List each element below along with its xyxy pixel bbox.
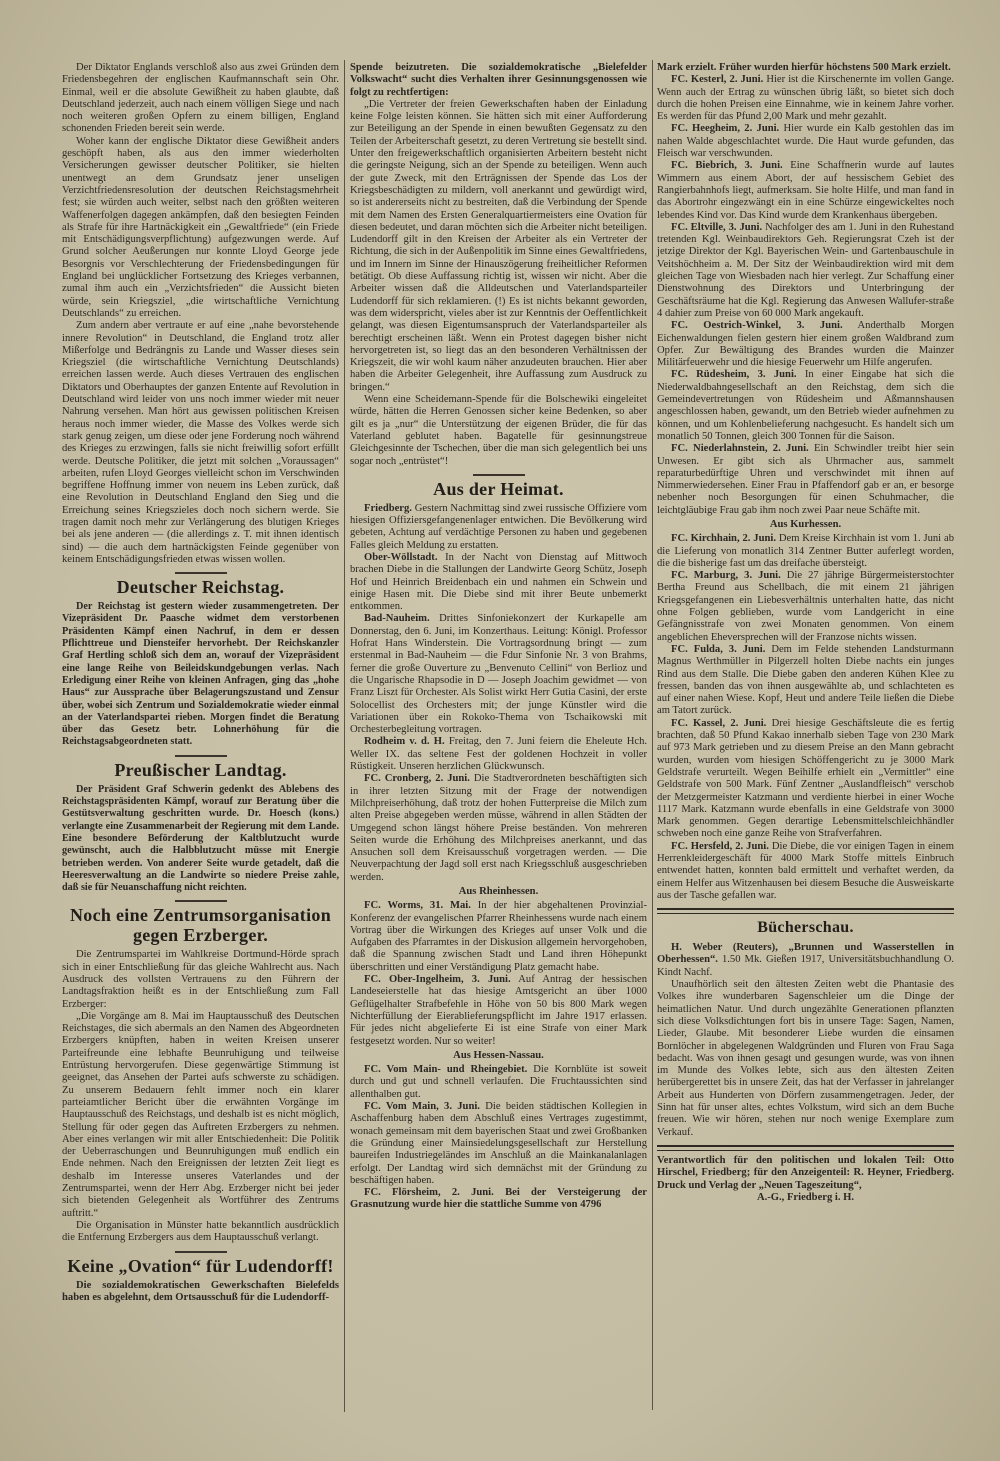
book-citation	[657, 942, 954, 979]
news-dateline: FC. Flörsheim, 2. Juni.	[364, 1187, 494, 1199]
imprint-publisher: A.-G., Friedberg i. H.	[756, 1191, 855, 1203]
news-text: In der hier abgehaltenen Provinzial-Konferenz der evangelischen Pfarrer Rheinhessens wurde nach einem Vortrag über die Wirkungen des Krieges auf unser Volk und die Aufgaben des Pfarramtes in der Diskusion allgemein hervorgehoben, daß die Spannung zwischen Stadt und Land ihren Höhepunkt überschritten und einer Verständigung Platz gemacht habe.	[350, 900, 648, 973]
subheading-kurhessen: Aus Kurhessen.	[769, 518, 842, 530]
news-dateline: Rodheim v. d. H.	[364, 736, 445, 748]
news-item	[350, 974, 647, 1048]
news-dateline: Ober-Wöllstadt.	[364, 551, 438, 563]
news-text: Bei der Versteigerung der Grasnutzung wurde hier die stattliche Summe von 4796	[350, 1187, 647, 1211]
book-publisher: 1.50 Mk. Gießen 1917, Universitätsbuchhandlung O. Kindt Nachf.	[657, 954, 954, 978]
news-dateline: FC. Fulda, 3. Juni.	[671, 643, 766, 655]
news-dateline: FC. Worms, 31. Mai.	[364, 900, 471, 912]
news-item	[350, 1187, 647, 1212]
news-dateline: FC. Oestrich-Winkel, 3. Juni.	[671, 320, 843, 332]
book-title: H. Weber (Reuters), „Brunnen und Wasserstellen in Oberhessen“.	[657, 942, 954, 966]
news-item	[657, 222, 954, 320]
news-text: Ein Schwindler treibt hier sein Unwesen. Er gibt sich als Uhrmacher aus, sammelt reparaturbedürftige Uhren und verschwindet mit ihnen auf Nimmerwiedersehen. Einer Frau in Pfaffendorf gab er an, er besorge nebenher noch Besorgungen für einen Schuhmacher, die leichtgläubige Frau gab ihm noch zwei Paar neue Schäfte mit.	[657, 443, 954, 516]
news-dateline: FC. Cronberg, 2. Juni.	[364, 773, 470, 785]
news-text: Die beiden städtischen Kollegien in Aschaffenburg haben dem Abschluß eines Vertrages zugestimmt, wonach gemeinsam mit dem bayerischen Staat und zwei Großbanken die Gründung einer Mainsiedelungsgesellschaft zur Herstellung baureifen Industriegeländes im Anschluß an die Mainkanalanlagen erfolgt. Der Landtag wird sich demnächst mit der Gründung zu beschäftigen haben.	[350, 1101, 648, 1186]
article-paragraph: Zum andern aber vertraute er auf eine „nahe bevorstehende innere Revolution“ in Deutschland, die England trotz aller Mißerfolge und Bedrängnis zu Lande und Wasser dieses sein Kriegsziel (die wirtschaftliche Vernichtung Deutschlands) erreichen lassen werde. Auch dieses Vertrauen des englischen Diktators und Oberhauptes der ganzen Entente auf Revolution in Deutschland wird leider von uns noch immer wieder mit neuer Nahrung versehen. Man hört aus gewissen politischen Kreisen heraus noch immer wieder, die Masse des Volkes werde sich stark genug zeigen, um diese oder jene Forderung noch während des Krieges zu erzwingen, falls sie nicht freiwillig sofort erfüllt werde. Deutsche Politiker, die jetzt mit solchen „Voraussagen“ arbeiten, rufen Lloyd Georges vielleicht schon im Verschwinden begriffene Hoffnung immer von neuem ins Leben zurück, daß eine Revolution in Deutschland England den Sieg und die Erreichung seines Kriegszieles doch noch sichern werde. Sie tragen damit noch mehr zur Verlängerung des blutigen Krieges bei als jene anderen — (die allerdings z. T. mit ihnen identisch sind) — die auch dem hartnäckigsten Feinde gegenüber von keinem Entschädigungsfrieden etwas wissen wollen.	[62, 320, 339, 565]
news-dateline: FC. Kirchhain, 2. Juni.	[671, 533, 776, 545]
news-dateline: FC. Niederlahnstein, 2. Juni.	[671, 443, 809, 455]
column-divider	[652, 60, 653, 1410]
news-item	[657, 160, 954, 221]
news-item	[350, 613, 647, 736]
news-dateline: Bad-Nauheim.	[364, 613, 430, 625]
news-text: Auf Antrag der hessischen Landeseierstelle hat das hiesige Amtsgericht an über 1000 Geflügelhalter Strafbefehle in Höhe von 50 bis 800 Mark wegen Nichterfüllung der Eierablieferungspflicht im Jahre 1917 erlassen. Für jedes nicht abgelieferte Ei ist eine Strafe von einer Mark festgesetzt worden. Nur so weiter!	[350, 974, 647, 1047]
news-text: Die Diebe, die vor einigen Tagen in einem Herrenkleidergeschäft für 4000 Mark Stoffe mittels Einbruch entwendet hatten, konnten bald ermittelt und verhaftet werden, da einem Helfer aus Witzenhausen bei diesem Besuche die Ausweiskarte aus der Tasche gefallen war.	[657, 840, 954, 901]
news-dateline: FC. Vom Main- und Rheingebiet.	[364, 1064, 528, 1076]
news-text: Nachfolger des am 1. Juni in den Ruhestand tretenden Kgl. Weinbaudirektors Geh. Regierungsrat Czeh ist der jetzige Direktor der Kgl. Bayerischen Wein- und Gartenbauschule in Veitshöchheim a. M. Der Sitz der Weinbaudirektion wird mit dem gleichen Tage von Wiesbaden nach hier verlegt. Zur Schaffung einer Dienstwohnung des Direktors und Unterbringung der Geschäftsräume hat die Kgl. Regierung das Anwesen Wallufer-straße 4 dahier zum Preise von 60 000 Mark angekauft.	[657, 221, 954, 319]
section-double-rule	[657, 1145, 954, 1151]
article-paragraph: Woher kann der englische Diktator diese Gewißheit anders geschöpft haben, als aus den immer wiederholten Versicherungen gewisser deutscher Politiker, sie hielten unentwegt an dem Grundsatz jener unseligen Verzichtfriedensresolution der deutschen Reichstagsmehrheit fest; sie würden auch weiter, selbst nach den größten weiteren Waffenerfolgen dagegen ankämpfen, daß den besiegten Feinden als Strafe für ihre Hartnäckigkeit ein „Gewaltfriede“ (ein Friede mit Entschädigungsverpflichtung) aufgezwungen werde. Auf Grund solcher Aeußerungen nur konnte Lloyd George jede Besorgnis vor Verschlechterung der Friedensbedingungen für England bei unglücklicher Fortsetzung des Krieges verbannen, zumal ihm auch ein „Verzichtsfrieden“ die Aussicht bieten würde, sein Kriegsziel, „die wirtschaftliche Vernichtung Deutschlands“ zu erreichen.	[62, 135, 339, 319]
heading-zentrum: Noch eine Zentrumsorganisation gegen Erzberger.	[70, 905, 331, 946]
section-rule	[473, 474, 525, 476]
news-dateline: FC. Kesterl, 2. Juni.	[671, 74, 764, 86]
news-item	[350, 1101, 647, 1187]
news-item	[350, 736, 647, 773]
news-dateline: FC. Kassel, 2. Juni.	[671, 717, 767, 729]
article-paragraph: „Die Vorgänge am 8. Mai im Hauptausschuß des Deutschen Reichstages, die sich abermals an den Namen des Abgeordneten Erzbergers knüpften, haben in weiten Kreisen unserer Parteifreunde eine lebhafte Beunruhigung und teilweise Entrüstung hervorgerufen. Diese gegenwärtige Stimmung ist geeignet, das Ansehen der Partei aufs schwerste zu schädigen. Zu unserem Bedauern fehlt immer noch ein klarer parteiamtlicher Bericht über die erwähnten Vorgänge im Hauptausschuß des Reichstags, und deshalb ist es nicht möglich, Stellung für oder gegen das Auftreten Erzbergers zu nehmen. Aber eines verlangen wir mit aller Entschiedenheit: Die Politik der Ueberraschungen und Beunruhigungen muß endlich ein Ende nehmen. Nach den Ereignissen der letzten Zeit liegt es deshalb im Interesse unseres Vaterlandes und der Zentrumspartei, wenn der Herr Abg. Erzberger nicht bei jeder sich bietenden Gelegenheit als Wortführer des Zentrums auftritt.“	[62, 1010, 339, 1219]
news-text: Hier ist die Kirschenernte im vollen Gange. Wenn auch der Ertrag zu wünschen übrig läßt, so bietet sich doch durch die hohen Preisen eine Einnahme, wie in keinem Jahre vorher. Es werden für das Pfund 2,00 Mark und mehr gezahlt.	[657, 74, 954, 123]
news-item	[350, 1064, 647, 1101]
news-text: Die 27 jährige Bürgermeisterstochter Bertha Freund aus Schellbach, die mit einem 21 jährigen Kriegsgefangenen ein Liebesverhältnis unterhalten hatte, das nicht ohne Folgen geblieben, wurde vom Landgericht in eine Gefängnisstrafe von zwei Monaten genommen. Von einem angeblichen Eheversprechen will der Franzose nichts wissen.	[657, 570, 954, 643]
subheading-hessen-nassau: Aus Hessen-Nassau.	[453, 1049, 544, 1061]
heading-buecherschau: Bücherschau.	[757, 919, 854, 937]
article-paragraph: Die sozialdemokratischen Gewerkschaften Bielefelds haben es abgelehnt, dem Ortsausschuß für die Ludendorff-	[62, 1279, 339, 1303]
news-text: Dem Kreise Kirchhain ist vom 1. Juni ab die Lieferung von monatlich 314 Zentner Butter auferlegt worden, die die bisherige fast um das dreifache übersteigt.	[657, 533, 954, 569]
news-text: Hier wurde ein Kalb gestohlen das im nahen Walde abgeschlachtet wurde. Die Haut wurde gefunden, das Fleisch war verschwunden.	[657, 123, 954, 160]
news-dateline: FC. Heegheim, 2. Juni.	[671, 123, 780, 135]
news-text: In der Nacht von Dienstag auf Mittwoch brachen Diebe in die Stallungen der Landwirte Georg Schütz, Joseph Hof und Heinrich Breidenbach ein und nahmen ein Schwein und einige Hasen mit. Die Diebe sind mit ihrer Beute unbemerkt entkommen.	[350, 551, 648, 613]
news-dateline: Friedberg.	[364, 502, 412, 514]
article-paragraph: Der Reichstag ist gestern wieder zusammengetreten. Der Vizepräsident Dr. Paasche widmet dem verstorbenen Präsidenten Kämpf einen Nachruf, in dem er dessen Pflichttreue und Diensteifer hervorhebt. Der Reichskanzler Graf Hertling schloß sich dem an, worauf der Vizepräsident eine lange Reihe von Beileidskundgebungen verlas. Nach Erledigung einer Reihe von kleinen Anfragen, ging das „hohe Haus“ zur Aussprache über Belagerungszustand und Zensur über, wobei sich Zentrum und Sozialdemokratie wieder einmal an der Vaterlandspartei rieben. Morgen findet die Beratung über das Gesetz betr. Lohnerhöhung für die Reichstagsabgeordneten statt.	[62, 601, 339, 748]
article-paragraph: Wenn eine Scheidemann-Spende für die Bolschewiki eingeleitet würde, hätten die Herren Genossen sicher keine Bedenken, so aber gilt es ja „nur“ die Unterstützung der eigenen Brüder, die für das Vaterland geblutet haben. Bagatelle für gesinnungstreue Gleichgesinnte der Tschechen, über die man sich gelegentlich bei uns sogar noch „entrüstet“!	[350, 394, 647, 467]
news-item	[657, 123, 954, 160]
news-dateline: FC. Biebrich, 3. Juni.	[671, 160, 783, 172]
article-paragraph: „Die Vertreter der freien Gewerkschaften haben der Einladung keine Folge leisten können. Sie hätten sich mit einer Aufforderung zur Beteiligung an der Spende in einen bewußten Gegensatz zu den Teilen der Arbeiterschaft gesetzt, zu deren Vertretung sie bestellt sind. Unter den freigewerkschaftlich organisierten Arbeitern besteht nicht die geringste Neigung, sich an der Spende zu beteiligen. Wenn auch der gute Zweck, mit den Erträgnissen der Spende das Los der Kriegsbeschädigten zu mildern, voll anerkannt und gewürdigt wird, so ist andererseits nicht zu bestreiten, daß die Verbindung der Spende mit dem Namen des Ersten Generalquartiermeisters eine Ovation für diesen bedeutet, und daran möchten sich die Arbeiter nicht beteiligen. Ludendorff gilt in den Kreisen der Arbeiter als ein Vertreter der Richtung, die sich in der Außenpolitik im Sinne eines Gewaltfriedens, und im Innern im Sinne der Hinauszögerung freiheitlicher Reformen betätigt. Ob diese Auffassung richtig ist, wissen wir nicht. Aber die Arbeiter wissen daß die Alldeutschen und Vaterlandsparteiler Ludendorff für sich reklamieren. (!) Es ist nichts bekannt geworden, was dem widerspricht, vieles aber ist zur Kenntnis der Oeffentlichkeit gelangt, was diesen Eigentumsanspruch der Vaterlandsparteiler als berechtigt erscheinen läßt. Wenn ein Protest dagegen bisher nicht hervorgetreten ist, so liegt das an den besonderen Verhältnissen der Kriegszeit, die wir wohl kaum näher anzudeuten brauchen. Hier aber haben die Arbeiter Gelegenheit, ihre Auffassung zum Ausdruck zu bringen.“	[350, 98, 647, 393]
news-item	[657, 841, 954, 902]
section-rule	[175, 1251, 227, 1253]
column-3	[657, 62, 954, 1204]
news-text: In einer Eingabe hat sich die Niederwaldbahngesellschaft an den Reichstag, dem sich die Gemeindevertretungen von Rüdesheim und Aßmannshausen angeschlossen haben, gewandt, um den Betrieb wieder aufnehmen zu können, und um Kohlenbelieferung nachgesucht. Es handelt sich um monatlich 50 Tonnen, gleich 300 Tonnen für die Saison.	[657, 369, 954, 442]
article-paragraph: Der Diktator Englands verschloß also aus zwei Gründen dem Friedensbegehren der englischen Kaufmannschaft sein Ohr. Einmal, weil er die absolute Gewißheit zu haben glaubte, daß Deutschland jederzeit, auch nach einem völligen Siege und nach noch weiteren großen Opfern zu einem billigen, England schonenden Frieden bereit sein werde.	[62, 62, 339, 135]
heading-ovation: Keine „Ovation“ für Ludendorff!	[67, 1255, 334, 1276]
news-dateline: FC. Hersfeld, 2. Juni.	[671, 840, 769, 852]
heading-landtag: Preußischer Landtag.	[114, 759, 287, 780]
news-item	[350, 552, 647, 613]
news-item	[657, 570, 954, 644]
imprint-text: Verantwortlich für den politischen und lokalen Teil: Otto Hirschel, Friedberg; für den Anzeigenteil: R. Heyner, Friedberg. Druck und Verlag der „Neuen Tageszeitung“,	[657, 1154, 954, 1191]
column-2	[350, 62, 647, 1212]
column-1	[62, 62, 339, 1304]
section-rule	[175, 755, 227, 757]
news-item	[657, 74, 954, 123]
article-paragraph: Spende beizutreten. Die sozialdemokratische „Bielefelder Volkswacht“ sucht dies Verhalten ihrer Gesinnungsgenossen wie folgt zu rechtfertigen:	[350, 62, 647, 98]
section-double-rule	[657, 908, 954, 914]
article-paragraph: Mark erzielt. Früher wurden hierfür höchstens 500 Mark erzielt.	[657, 62, 951, 73]
section-rule	[175, 900, 227, 902]
news-item	[350, 503, 647, 552]
news-text: Eine Schaffnerin wurde auf lautes Wimmern aus einem Abort, der auf hessischem Gebiet des Rangierbahnhofs liegt, aufmerksam. Sie holte Hilfe, und man fand in das Abortrohr eingezwängt ein in eine Schürze eingewickeltes noch lebendes Kind vor. Das Kind wurde dem Krankenhaus übergeben.	[657, 160, 954, 221]
subheading-rheinhessen: Aus Rheinhessen.	[458, 886, 539, 897]
news-dateline: FC. Marburg, 3. Juni.	[671, 570, 781, 582]
news-text: Gestern Nachmittag sind zwei russische Offiziere vom hiesigen Offiziersgefangenenlager entwichen. Die Bevölkerung wird gebeten, Achtung auf verdächtige Personen zu haben und gegebenen Falles gleich Meldung zu erstatten.	[350, 502, 647, 551]
news-dateline: FC. Vom Main, 3. Juni.	[364, 1101, 480, 1113]
news-text: Drei hiesige Geschäftsleute die es fertig brachten, daß 50 Pfund Kakao innerhalb sieben Tage von 230 Mark auf 973 Mark getrieben und zu diesem Preise an den Mann gebracht wurden, wurden vom hiesigen Schöffengericht zu je 3000 Mark Geldstrafe verurteilt. Wegen Beihilfe erhielt ein „Vermittler“ eine Geldstrafe von 500 Mark. Fünf Zentner „Auslandfleisch“ verschob der Metzgermeister Katzmann und verdiente hierbei in einer Woche 1117 Mark. Katzmann wurde ebenfalls in eine Geldstrafe von 3000 Mark genommen. Gegen derartige Lebensmittelschleichhändler schweben noch eine ganze Reihe von Strafverfahren.	[657, 717, 954, 840]
article-paragraph: Die Organisation in Münster hatte bekanntlich ausdrücklich die Entfernung Erzbergers aus dem Hauptausschuß verlangt.	[62, 1219, 339, 1244]
news-item	[657, 369, 954, 443]
news-dateline: FC. Eltville, 3. Juni.	[671, 221, 763, 233]
imprint	[657, 1155, 954, 1204]
news-text: Die Kornblüte ist soweit durch und gut und schnell verlaufen. Die Fruchtaussichten sind allenthalben gut.	[350, 1064, 647, 1100]
news-item	[350, 900, 647, 974]
news-item	[657, 320, 954, 369]
heading-heimat: Aus der Heimat.	[433, 478, 564, 499]
heading-reichstag: Deutscher Reichstag.	[116, 577, 285, 598]
news-text: Freitag, den 7. Juni feiern die Eheleute Hch. Weller IX. das seltene Fest der goldenen Hochzeit in voller Rüstigkeit. Unseren herzlichen Glückwunsch.	[350, 736, 648, 773]
news-item	[350, 773, 647, 884]
news-item	[657, 718, 954, 841]
article-paragraph: Unaufhörlich seit den ältesten Zeiten webt die Phantasie des Volkes ihre wunderbaren Sagenschleier um die Dinge der heimatlichen Natur. Und durch ungezählte Generationen pflanzten sich diese Volksdichtungen fort bis in unsere Tage: Sagen, Namen, Lieder, Glaube. Mit besonderer Liebe wurden die einsamen Bornlöcher in abgelegenen Waldgründen und Fluren von Frau Saga bedacht. Was von ihnen gesagt und gesungen wurde, was von ihnen im Munde des Volkes lebte, sich aus den ältesten Zeiten herübergerettet bis in unsere Zeit, das hat der Verfasser in jahrelanger Arbeit aus Hunderten von Dörfern zusammengetragen. Jeder, der Sinn hat für unser altes, echtes Volkstum, wird sich an dem Buche freuen. Wie wir hören, stehen nur noch wenige Exemplare zum Verkauf.	[657, 979, 954, 1138]
news-dateline: FC. Rüdesheim, 3. Juni.	[671, 369, 797, 381]
column-divider	[344, 60, 345, 1412]
news-text: Die Stadtverordneten beschäftigten sich in ihrer letzten Sitzung mit der Frage der notwendigen Milchpreiserhöhung, daß trotz der hohen Futterpreise die Milch zum alten Preise abgegeben werden müsse, während in allen Städten der Umgegend schon längst höhere Preise beständen. Von mehreren Seiten wurde die Erhöhung des Milchpreises anerkannt, und das Ansuchen soll dem Kreisausschuß vorgetragen werden. — Die Neuverpachtung der Jagd soll erst nach Kriegsschluß ausgeschrieben werden.	[350, 773, 647, 883]
news-text: Dem im Felde stehenden Landsturmann Magnus Werthmüller in Pilgerzell holten Diebe nachts ein junges Rind aus dem Stalle. Die Diebe gaben den anderen Kühen Klee zu fressen, banden das von ihnen ausgewählte ab, und schlachteten es auf einer nahen Wiese. Kopf, Heut und andere Teile ließen die Diebe am Tatort zurück.	[657, 643, 954, 717]
news-item	[657, 443, 954, 517]
article-paragraph: Die Zentrumspartei im Wahlkreise Dortmund-Hörde sprach sich in einer Entschließung für das gleiche Wahlrecht aus. Nach Ausdruck des vollsten Vertrauens zu den Führern der Landtagsfraktion heißt es in der Entschließung zum Fall Erzberger:	[62, 949, 339, 1010]
article-paragraph: Der Präsident Graf Schwerin gedenkt des Ablebens des Reichstagspräsidenten Kämpf, worauf zur Beratung über die Gestütsverwaltung geschritten wurde. Dr. Hoesch (kons.) verlangte eine Zusammenarbeit der Regierung mit dem Lande. Eine besondere Beförderung der Kaltblutzucht wurde gewünscht, auch die Halbblutzucht müsse mit Energie betrieben werden. Von anderer Seite wurde getadelt, daß die Heeresverwaltung an die Landwirte so niedere Preise zahle, daß sie für Neuanschaffung nicht reichten.	[62, 783, 339, 894]
news-text: Anderthalb Morgen Eichenwaldungen fielen gestern hier einem großen Waldbrand zum Opfer. Zur Bewältigung des Brandes wurden die Mainzer Militärfeuerwehr und die hiesige Feuerwehr um Hilfe angerufen.	[657, 320, 954, 369]
news-item	[657, 644, 954, 718]
news-text: Drittes Sinfoniekonzert der Kurkapelle am Donnerstag, den 6. Juni, im Konzerthaus. Leitung: Königl. Professor Hofrat Hans Winderstein. Die Vortragsordnung bringt — zum erstenmal in Bad-Nauheim — die Fdur Sinfonie Nr. 3 von Brahms, ferner die große Ouverture zu „Benvenuto Cellini“ von Berlioz und die Ungarische Rhapsodie in D — Joseph Joachim gewidmet — von Franz Liszt für Orchester. Als Solist wirkt Herr Gutia Casini, der erste Solocellist des Orchesters mit; der junge Künstler wird die Variationen über ein Rokoko-Thema von Tschaikowski mit Orchesterbegleitung vortragen.	[350, 613, 647, 736]
news-dateline: FC. Ober-Ingelheim, 3. Juni.	[364, 974, 511, 986]
news-item	[657, 533, 954, 570]
section-rule	[175, 572, 227, 574]
